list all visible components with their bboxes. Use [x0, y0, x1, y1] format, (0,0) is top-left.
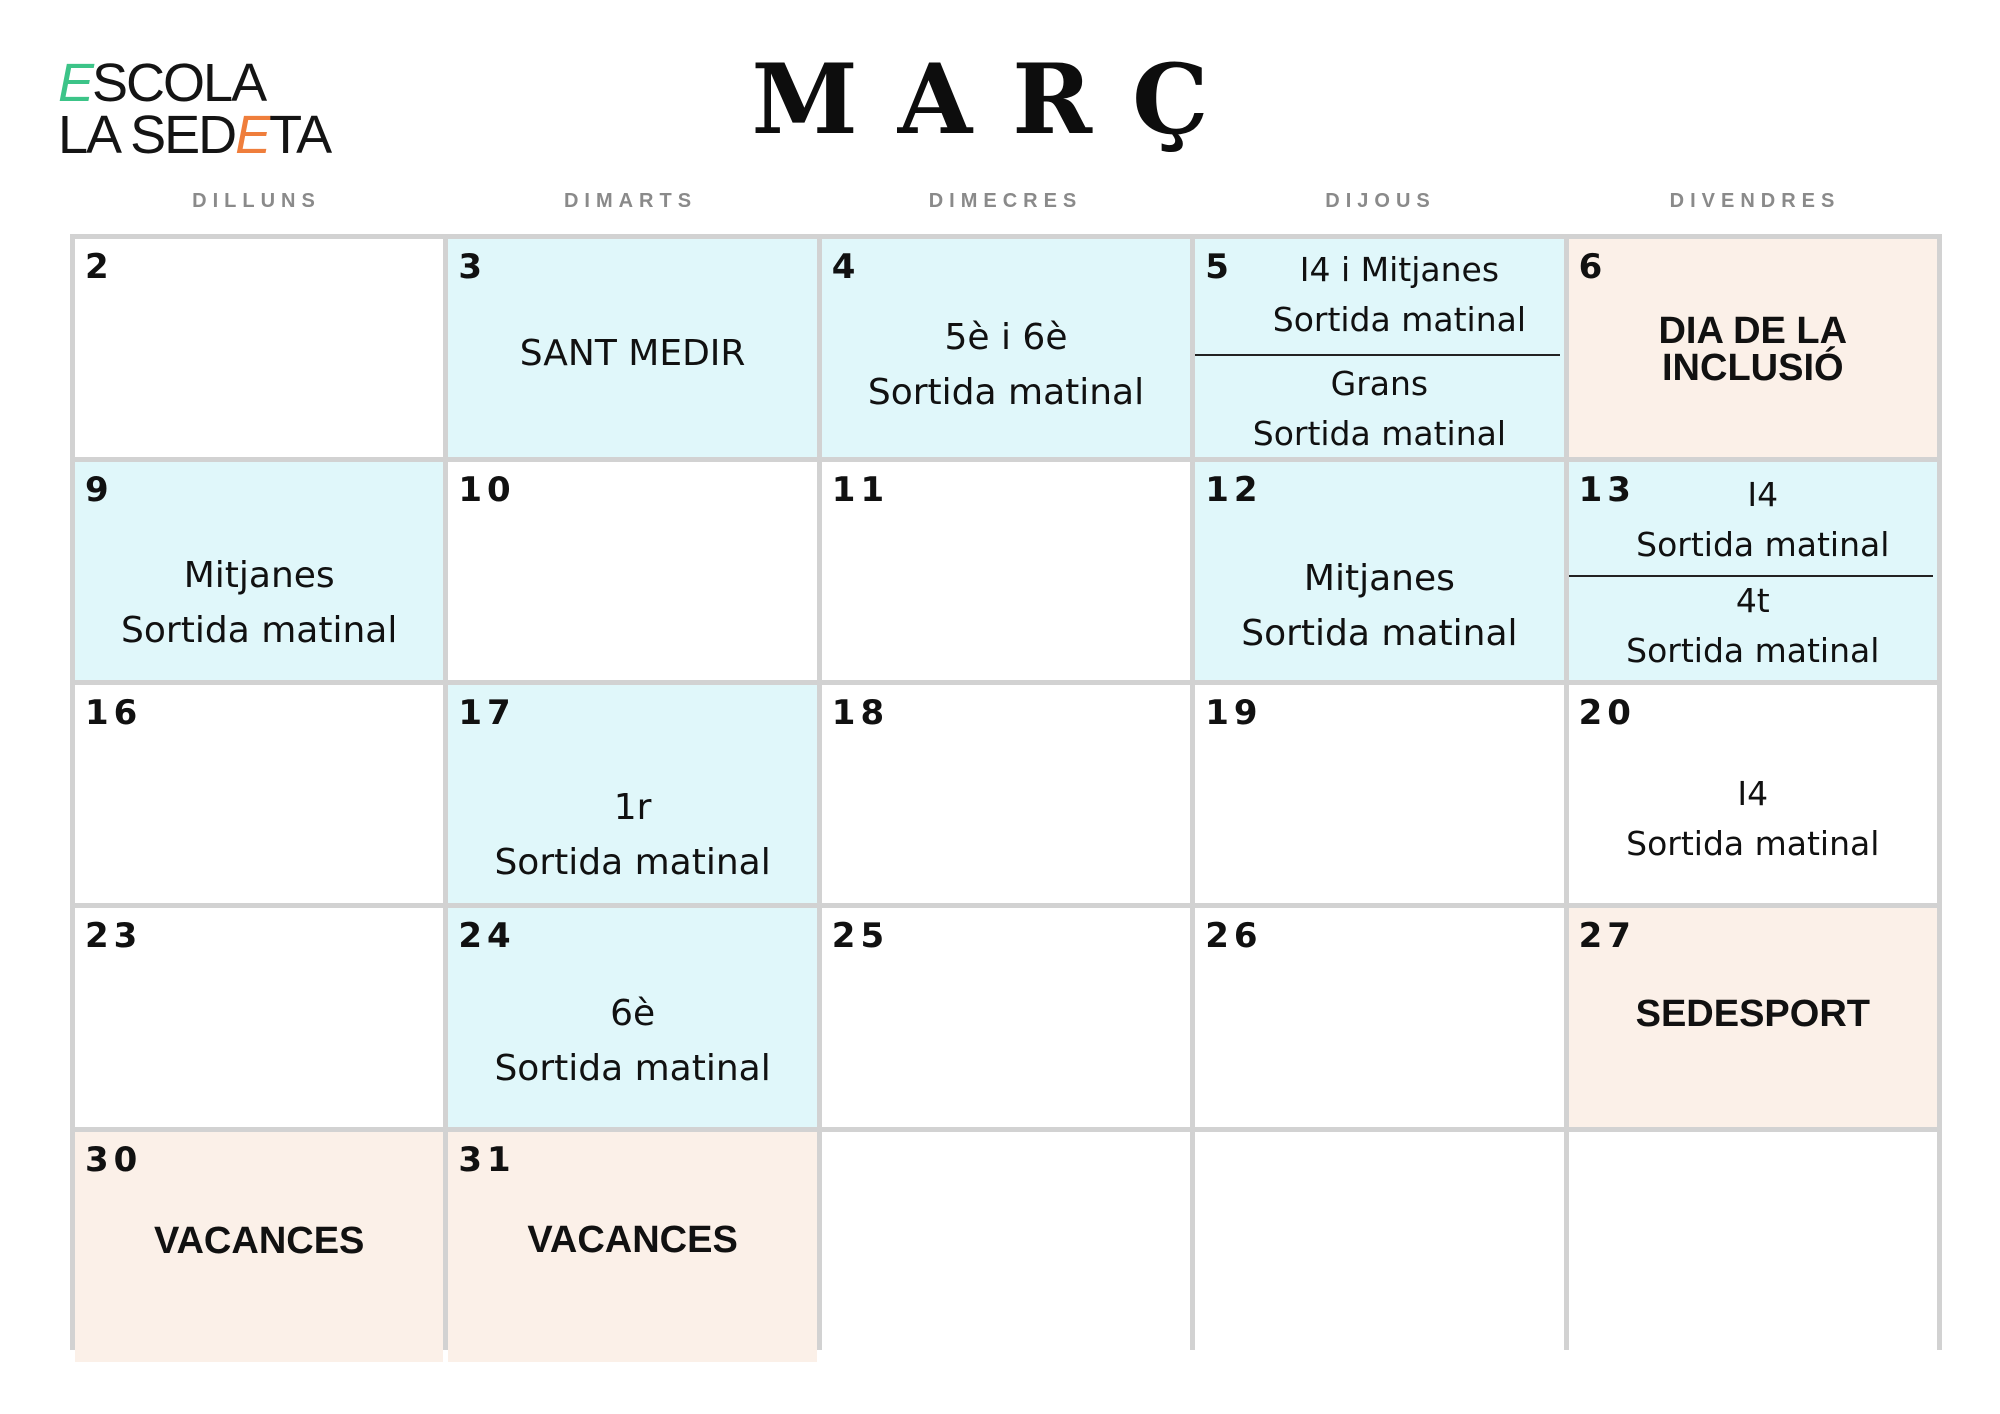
day-number: 20: [1578, 693, 1636, 733]
logo-text-la-sed: LA SED: [58, 105, 236, 165]
day-cell-2: [75, 239, 443, 457]
event-label: Sortida matinal: [1272, 300, 1527, 339]
day-number: 5: [1205, 247, 1234, 287]
event-group: I4 i Mitjanes: [1299, 250, 1500, 289]
event-label: SEDESPORT: [1635, 993, 1870, 1035]
day-number: 30: [85, 1140, 143, 1180]
day-number: 19: [1205, 693, 1263, 733]
weekday-header-friday: DIVENDRES: [1669, 190, 1841, 212]
event-group: Grans: [1330, 364, 1429, 403]
weekday-header-wednesday: DIMECRES: [928, 190, 1083, 212]
event-label: Sortida matinal: [867, 372, 1145, 413]
event-label: SANT MEDIR: [519, 333, 746, 374]
event-label: Sortida matinal: [494, 842, 771, 883]
event-label: Sortida matinal: [121, 610, 398, 651]
day-cell-5: [1195, 239, 1563, 457]
day-cell-18: [822, 685, 1190, 903]
day-number: 16: [85, 693, 143, 733]
month-title: MARÇ: [751, 43, 1249, 156]
logo-line-2: [58, 105, 331, 165]
day-number: 2: [85, 247, 114, 287]
day-number: 4: [831, 247, 861, 287]
event-label: Sortida matinal: [1241, 613, 1518, 654]
day-cell-13: [1569, 462, 1937, 680]
empty-day-cell: [1569, 1132, 1937, 1362]
event-label: VACANCES: [527, 1219, 738, 1261]
event-divider: [1195, 354, 1559, 356]
event-label: Sortida matinal: [494, 1048, 771, 1089]
day-number: 17: [458, 693, 516, 733]
day-cell-11: [822, 462, 1190, 680]
empty-day-cell: [822, 1132, 1190, 1362]
day-cell-27: [1569, 908, 1937, 1127]
day-cell-23: [75, 908, 443, 1127]
logo-text-scola: SCOLA: [92, 53, 266, 113]
day-number: 27: [1578, 916, 1636, 956]
event-group: 1r: [613, 787, 652, 828]
day-cell-4: [822, 239, 1190, 457]
day-cell-25: [822, 908, 1190, 1127]
day-cell-20: [1569, 685, 1937, 903]
event-label-line-2: INCLUSIÓ: [1662, 347, 1844, 389]
event-group: I4: [1737, 774, 1769, 813]
day-cell-31: [448, 1132, 816, 1362]
day-number: 13: [1578, 470, 1636, 510]
day-cell-19: [1195, 685, 1563, 903]
event-label: Sortida matinal: [1626, 824, 1880, 863]
event-label: VACANCES: [153, 1220, 365, 1262]
day-cell-3: [448, 239, 816, 457]
logo-letter-e-orange: E: [235, 105, 270, 165]
day-number: 10: [458, 470, 516, 510]
day-number: 18: [831, 693, 890, 733]
day-number: 24: [458, 916, 516, 956]
day-cell-17: [448, 685, 816, 903]
day-number: 3: [458, 247, 488, 287]
weekday-header-thursday: DIJOUS: [1325, 190, 1436, 212]
day-number: 31: [458, 1140, 516, 1180]
day-number: 23: [85, 916, 143, 956]
event-group: Mitjanes: [1303, 558, 1455, 599]
event-group: I4: [1747, 475, 1779, 514]
event-label: Sortida matinal: [1636, 525, 1890, 564]
logo-line-1: [58, 53, 330, 113]
day-cell-6: [1569, 239, 1937, 457]
day-cell-12: [1195, 462, 1563, 680]
event-group: 6è: [610, 993, 656, 1034]
event-group: 4t: [1735, 581, 1770, 620]
day-cell-16: [75, 685, 443, 903]
calendar-grid: [70, 234, 1942, 1350]
logo-letter-e-green: E: [58, 53, 93, 113]
event-label: Sortida matinal: [1626, 631, 1880, 670]
weekday-header-monday: DILLUNS: [192, 190, 321, 212]
event-group: 5è i 6è: [944, 317, 1068, 358]
day-cell-9: [75, 462, 443, 680]
day-number: 26: [1205, 916, 1263, 956]
day-number: 11: [831, 470, 890, 510]
day-number: 12: [1205, 470, 1263, 510]
day-cell-10: [448, 462, 816, 680]
day-cell-26: [1195, 908, 1563, 1127]
school-logo: [58, 53, 331, 165]
day-number: 9: [85, 470, 114, 510]
logo-text-ta: TA: [269, 105, 331, 165]
day-number: 6: [1578, 247, 1608, 287]
day-cell-24: [448, 908, 816, 1127]
empty-day-cell: [1195, 1132, 1563, 1362]
day-cell-30: [75, 1132, 443, 1362]
event-group: Mitjanes: [183, 555, 335, 596]
event-label: Sortida matinal: [1252, 414, 1507, 453]
weekday-header-tuesday: DIMARTS: [563, 190, 698, 212]
day-number: 25: [831, 916, 890, 956]
event-label-line-1: DIA DE LA: [1658, 310, 1848, 352]
